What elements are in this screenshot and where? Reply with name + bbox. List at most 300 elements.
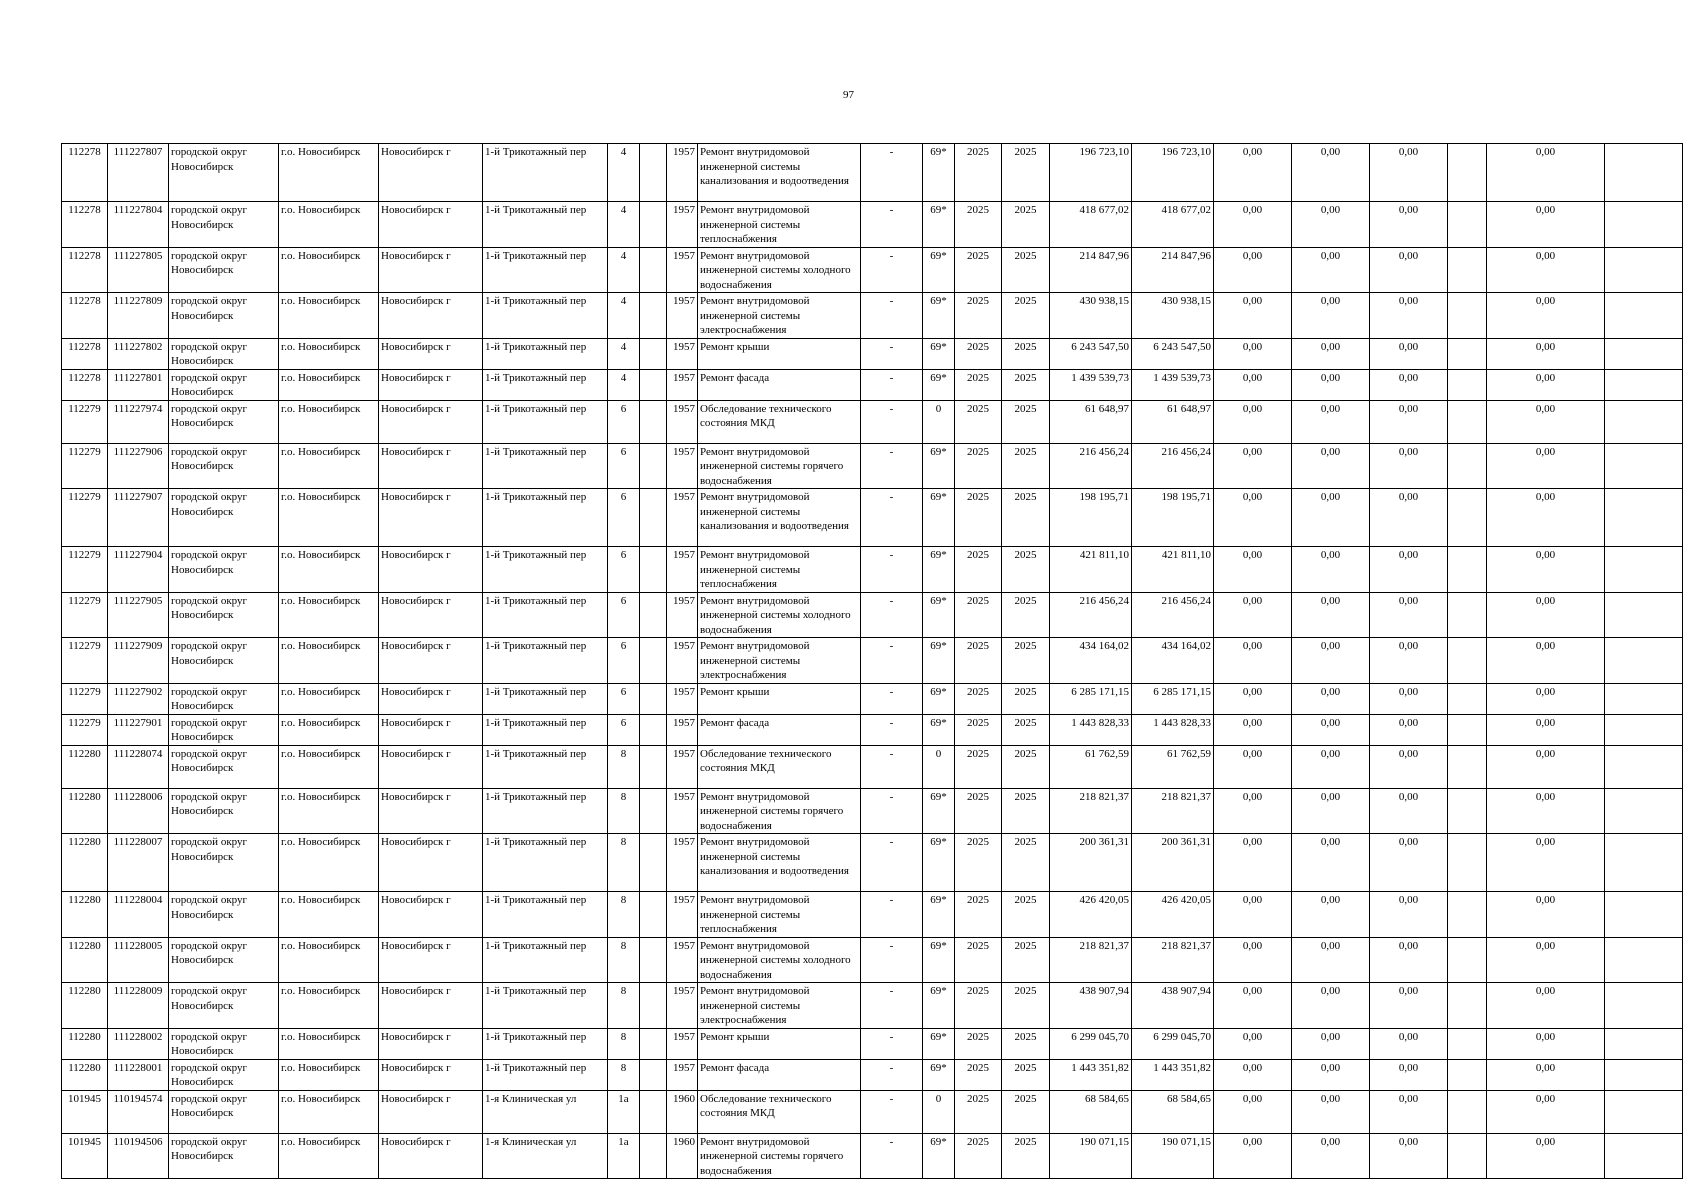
- cell-year: 1957: [667, 202, 698, 248]
- cell-cost-fund: 430 938,15: [1132, 293, 1214, 339]
- cell-street: 1-й Трикотажный пер: [483, 745, 608, 788]
- cell-number: 69*: [923, 834, 955, 892]
- cell-cost-fund: 6 299 045,70: [1132, 1028, 1214, 1059]
- cell-cost-total: 198 195,71: [1050, 489, 1132, 547]
- cell-cost-fund: 434 164,02: [1132, 638, 1214, 684]
- cell-note: [1605, 788, 1683, 834]
- cell-note: [1605, 369, 1683, 400]
- cell-city: Новосибирск г: [379, 1028, 483, 1059]
- cell-district: городской округ Новосибирск: [169, 247, 279, 293]
- cell-value-3: 0,00: [1370, 683, 1448, 714]
- cell-id: 112279: [62, 547, 108, 593]
- cell-cost-total: 216 456,24: [1050, 592, 1132, 638]
- cell-value-3: 0,00: [1370, 547, 1448, 593]
- cell-value-1: 0,00: [1214, 1059, 1292, 1090]
- cell-id: 112278: [62, 247, 108, 293]
- cell-dash: -: [861, 1090, 923, 1133]
- cell-value-1: 0,00: [1214, 745, 1292, 788]
- cell-value-3: 0,00: [1370, 937, 1448, 983]
- cell-year-start: 2025: [955, 834, 1002, 892]
- cell-year: 1957: [667, 369, 698, 400]
- cell-extra: [640, 638, 667, 684]
- cell-value-5: 0,00: [1487, 638, 1605, 684]
- cell-street: 1-й Трикотажный пер: [483, 714, 608, 745]
- cell-id: 112278: [62, 338, 108, 369]
- cell-street: 1-й Трикотажный пер: [483, 338, 608, 369]
- cell-year-end: 2025: [1002, 1133, 1050, 1179]
- cell-district: городской округ Новосибирск: [169, 937, 279, 983]
- cell-value-4: [1448, 1090, 1487, 1133]
- cell-value-5: 0,00: [1487, 788, 1605, 834]
- table-row: [62, 592, 1683, 638]
- cell-value-5: 0,00: [1487, 202, 1605, 248]
- cell-district: городской округ Новосибирск: [169, 592, 279, 638]
- cell-value-1: 0,00: [1214, 369, 1292, 400]
- cell-street: 1-й Трикотажный пер: [483, 683, 608, 714]
- cell-house: 4: [608, 369, 640, 400]
- cell-settlement: г.о. Новосибирск: [279, 443, 379, 489]
- cell-house: 8: [608, 1059, 640, 1090]
- cell-city: Новосибирск г: [379, 144, 483, 202]
- cell-value-5: 0,00: [1487, 144, 1605, 202]
- cell-house: 6: [608, 714, 640, 745]
- table-row: [62, 1133, 1683, 1179]
- cell-year-start: 2025: [955, 293, 1002, 339]
- cell-extra: [640, 745, 667, 788]
- cell-city: Новосибирск г: [379, 443, 483, 489]
- cell-district: городской округ Новосибирск: [169, 1133, 279, 1179]
- cell-value-5: 0,00: [1487, 937, 1605, 983]
- cell-city: Новосибирск г: [379, 638, 483, 684]
- cell-value-2: 0,00: [1292, 1028, 1370, 1059]
- table-row: [62, 683, 1683, 714]
- cell-house: 8: [608, 983, 640, 1029]
- cell-value-4: [1448, 202, 1487, 248]
- cell-work-type: Ремонт внутридомовой инженерной системы теплоснабжения: [698, 202, 861, 248]
- cell-number: 69*: [923, 983, 955, 1029]
- cell-year: 1957: [667, 834, 698, 892]
- cell-value-2: 0,00: [1292, 369, 1370, 400]
- cell-year-start: 2025: [955, 202, 1002, 248]
- cell-district: городской округ Новосибирск: [169, 714, 279, 745]
- cell-value-1: 0,00: [1214, 443, 1292, 489]
- cell-note: [1605, 1090, 1683, 1133]
- cell-year: 1960: [667, 1133, 698, 1179]
- cell-settlement: г.о. Новосибирск: [279, 400, 379, 443]
- cell-value-3: 0,00: [1370, 1059, 1448, 1090]
- table-body: [62, 144, 1683, 1179]
- cell-year-start: 2025: [955, 714, 1002, 745]
- cell-year-end: 2025: [1002, 983, 1050, 1029]
- cell-year-end: 2025: [1002, 745, 1050, 788]
- cell-value-5: 0,00: [1487, 1090, 1605, 1133]
- cell-year: 1957: [667, 1028, 698, 1059]
- table-row: [62, 247, 1683, 293]
- cell-street: 1-й Трикотажный пер: [483, 788, 608, 834]
- cell-street: 1-й Трикотажный пер: [483, 202, 608, 248]
- cell-city: Новосибирск г: [379, 547, 483, 593]
- cell-value-2: 0,00: [1292, 247, 1370, 293]
- cell-street: 1-й Трикотажный пер: [483, 892, 608, 938]
- cell-district: городской округ Новосибирск: [169, 983, 279, 1029]
- cell-extra: [640, 1059, 667, 1090]
- cell-cost-fund: 214 847,96: [1132, 247, 1214, 293]
- cell-code: 111228004: [108, 892, 169, 938]
- cell-value-3: 0,00: [1370, 983, 1448, 1029]
- cell-year-start: 2025: [955, 489, 1002, 547]
- cell-district: городской округ Новосибирск: [169, 293, 279, 339]
- cell-number: 69*: [923, 1059, 955, 1090]
- cell-settlement: г.о. Новосибирск: [279, 144, 379, 202]
- table-row: [62, 714, 1683, 745]
- cell-value-2: 0,00: [1292, 144, 1370, 202]
- cell-value-3: 0,00: [1370, 745, 1448, 788]
- cell-value-3: 0,00: [1370, 788, 1448, 834]
- cell-extra: [640, 1028, 667, 1059]
- cell-settlement: г.о. Новосибирск: [279, 892, 379, 938]
- table-row: [62, 369, 1683, 400]
- cell-street: 1-й Трикотажный пер: [483, 834, 608, 892]
- cell-value-2: 0,00: [1292, 745, 1370, 788]
- cell-id: 112280: [62, 788, 108, 834]
- cell-settlement: г.о. Новосибирск: [279, 338, 379, 369]
- cell-dash: -: [861, 892, 923, 938]
- cell-house: 6: [608, 443, 640, 489]
- cell-code: 111227906: [108, 443, 169, 489]
- cell-value-3: 0,00: [1370, 144, 1448, 202]
- cell-year-start: 2025: [955, 443, 1002, 489]
- cell-value-2: 0,00: [1292, 592, 1370, 638]
- cell-id: 101945: [62, 1133, 108, 1179]
- cell-code: 111228006: [108, 788, 169, 834]
- cell-number: 69*: [923, 1028, 955, 1059]
- cell-cost-total: 61 762,59: [1050, 745, 1132, 788]
- cell-dash: -: [861, 592, 923, 638]
- cell-work-type: Ремонт внутридомовой инженерной системы теплоснабжения: [698, 547, 861, 593]
- table-row: [62, 638, 1683, 684]
- cell-note: [1605, 1133, 1683, 1179]
- cell-number: 69*: [923, 247, 955, 293]
- cell-id: 112279: [62, 714, 108, 745]
- cell-city: Новосибирск г: [379, 247, 483, 293]
- cell-value-4: [1448, 443, 1487, 489]
- cell-value-5: 0,00: [1487, 834, 1605, 892]
- cell-value-3: 0,00: [1370, 400, 1448, 443]
- cell-value-5: 0,00: [1487, 400, 1605, 443]
- cell-year: 1957: [667, 1059, 698, 1090]
- cell-dash: -: [861, 247, 923, 293]
- cell-value-4: [1448, 745, 1487, 788]
- cell-city: Новосибирск г: [379, 788, 483, 834]
- cell-value-1: 0,00: [1214, 983, 1292, 1029]
- cell-year: 1957: [667, 547, 698, 593]
- cell-cost-total: 196 723,10: [1050, 144, 1132, 202]
- cell-value-5: 0,00: [1487, 1028, 1605, 1059]
- cell-extra: [640, 400, 667, 443]
- cell-value-2: 0,00: [1292, 788, 1370, 834]
- cell-settlement: г.о. Новосибирск: [279, 1059, 379, 1090]
- cell-dash: -: [861, 400, 923, 443]
- cell-settlement: г.о. Новосибирск: [279, 1028, 379, 1059]
- capital-repair-table: [61, 143, 1683, 1179]
- cell-value-2: 0,00: [1292, 1133, 1370, 1179]
- cell-number: 0: [923, 400, 955, 443]
- cell-cost-total: 6 243 547,50: [1050, 338, 1132, 369]
- cell-work-type: Обследование технического состояния МКД: [698, 400, 861, 443]
- cell-value-3: 0,00: [1370, 638, 1448, 684]
- cell-year-end: 2025: [1002, 683, 1050, 714]
- cell-year: 1957: [667, 937, 698, 983]
- cell-value-4: [1448, 892, 1487, 938]
- cell-id: 112278: [62, 202, 108, 248]
- cell-city: Новосибирск г: [379, 400, 483, 443]
- cell-code: 111228002: [108, 1028, 169, 1059]
- cell-year-end: 2025: [1002, 338, 1050, 369]
- cell-cost-fund: 1 443 351,82: [1132, 1059, 1214, 1090]
- cell-year: 1957: [667, 247, 698, 293]
- cell-value-1: 0,00: [1214, 547, 1292, 593]
- cell-code: 111227974: [108, 400, 169, 443]
- cell-house: 4: [608, 247, 640, 293]
- cell-number: 69*: [923, 892, 955, 938]
- cell-settlement: г.о. Новосибирск: [279, 1090, 379, 1133]
- cell-extra: [640, 547, 667, 593]
- cell-dash: -: [861, 338, 923, 369]
- cell-value-2: 0,00: [1292, 892, 1370, 938]
- cell-id: 112280: [62, 892, 108, 938]
- cell-dash: -: [861, 443, 923, 489]
- cell-cost-total: 218 821,37: [1050, 937, 1132, 983]
- cell-city: Новосибирск г: [379, 1133, 483, 1179]
- cell-number: 69*: [923, 338, 955, 369]
- table-row: [62, 788, 1683, 834]
- cell-value-3: 0,00: [1370, 592, 1448, 638]
- cell-extra: [640, 892, 667, 938]
- cell-extra: [640, 338, 667, 369]
- cell-value-3: 0,00: [1370, 1133, 1448, 1179]
- table-row: [62, 834, 1683, 892]
- cell-value-4: [1448, 1133, 1487, 1179]
- cell-code: 111227809: [108, 293, 169, 339]
- cell-cost-total: 434 164,02: [1050, 638, 1132, 684]
- cell-district: городской округ Новосибирск: [169, 369, 279, 400]
- cell-id: 112279: [62, 400, 108, 443]
- cell-settlement: г.о. Новосибирск: [279, 937, 379, 983]
- cell-value-1: 0,00: [1214, 592, 1292, 638]
- cell-number: 69*: [923, 638, 955, 684]
- cell-cost-total: 190 071,15: [1050, 1133, 1132, 1179]
- cell-extra: [640, 788, 667, 834]
- cell-settlement: г.о. Новосибирск: [279, 489, 379, 547]
- cell-number: 69*: [923, 1133, 955, 1179]
- cell-number: 69*: [923, 714, 955, 745]
- cell-code: 111227802: [108, 338, 169, 369]
- cell-district: городской округ Новосибирск: [169, 892, 279, 938]
- cell-house: 6: [608, 400, 640, 443]
- cell-cost-total: 1 439 539,73: [1050, 369, 1132, 400]
- cell-value-4: [1448, 714, 1487, 745]
- cell-work-type: Ремонт внутридомовой инженерной системы холодного водоснабжения: [698, 592, 861, 638]
- cell-value-2: 0,00: [1292, 1059, 1370, 1090]
- cell-work-type: Ремонт внутридомовой инженерной системы горячего водоснабжения: [698, 788, 861, 834]
- cell-cost-total: 6 299 045,70: [1050, 1028, 1132, 1059]
- cell-extra: [640, 714, 667, 745]
- cell-settlement: г.о. Новосибирск: [279, 834, 379, 892]
- cell-house: 1а: [608, 1090, 640, 1133]
- cell-year-end: 2025: [1002, 293, 1050, 339]
- cell-cost-total: 216 456,24: [1050, 443, 1132, 489]
- cell-year: 1957: [667, 745, 698, 788]
- cell-number: 69*: [923, 144, 955, 202]
- cell-cost-fund: 426 420,05: [1132, 892, 1214, 938]
- cell-cost-total: 418 677,02: [1050, 202, 1132, 248]
- cell-extra: [640, 144, 667, 202]
- cell-year-end: 2025: [1002, 489, 1050, 547]
- cell-settlement: г.о. Новосибирск: [279, 983, 379, 1029]
- cell-street: 1-я Клиническая ул: [483, 1133, 608, 1179]
- cell-value-4: [1448, 683, 1487, 714]
- cell-value-1: 0,00: [1214, 247, 1292, 293]
- cell-note: [1605, 400, 1683, 443]
- cell-cost-total: 61 648,97: [1050, 400, 1132, 443]
- cell-value-5: 0,00: [1487, 338, 1605, 369]
- cell-district: городской округ Новосибирск: [169, 745, 279, 788]
- cell-value-5: 0,00: [1487, 714, 1605, 745]
- cell-value-1: 0,00: [1214, 1133, 1292, 1179]
- cell-cost-fund: 421 811,10: [1132, 547, 1214, 593]
- cell-value-1: 0,00: [1214, 714, 1292, 745]
- cell-work-type: Ремонт крыши: [698, 338, 861, 369]
- cell-year: 1957: [667, 443, 698, 489]
- cell-value-5: 0,00: [1487, 592, 1605, 638]
- cell-value-2: 0,00: [1292, 202, 1370, 248]
- cell-year-end: 2025: [1002, 202, 1050, 248]
- cell-settlement: г.о. Новосибирск: [279, 202, 379, 248]
- cell-cost-total: 438 907,94: [1050, 983, 1132, 1029]
- cell-value-2: 0,00: [1292, 683, 1370, 714]
- table-row: [62, 1028, 1683, 1059]
- cell-value-2: 0,00: [1292, 983, 1370, 1029]
- cell-year-end: 2025: [1002, 547, 1050, 593]
- cell-value-3: 0,00: [1370, 489, 1448, 547]
- cell-note: [1605, 202, 1683, 248]
- cell-house: 8: [608, 892, 640, 938]
- cell-street: 1-й Трикотажный пер: [483, 489, 608, 547]
- cell-value-3: 0,00: [1370, 714, 1448, 745]
- cell-house: 6: [608, 547, 640, 593]
- cell-id: 112280: [62, 1028, 108, 1059]
- cell-year: 1957: [667, 592, 698, 638]
- cell-work-type: Ремонт фасада: [698, 1059, 861, 1090]
- cell-street: 1-й Трикотажный пер: [483, 293, 608, 339]
- cell-number: 69*: [923, 443, 955, 489]
- cell-street: 1-й Трикотажный пер: [483, 547, 608, 593]
- cell-value-5: 0,00: [1487, 489, 1605, 547]
- cell-extra: [640, 369, 667, 400]
- cell-note: [1605, 338, 1683, 369]
- cell-year-start: 2025: [955, 892, 1002, 938]
- cell-house: 4: [608, 338, 640, 369]
- cell-id: 112279: [62, 443, 108, 489]
- cell-work-type: Ремонт внутридомовой инженерной системы горячего водоснабжения: [698, 1133, 861, 1179]
- cell-value-2: 0,00: [1292, 293, 1370, 339]
- cell-street: 1-й Трикотажный пер: [483, 400, 608, 443]
- cell-code: 111227904: [108, 547, 169, 593]
- cell-district: городской округ Новосибирск: [169, 638, 279, 684]
- table-row: [62, 745, 1683, 788]
- cell-value-5: 0,00: [1487, 683, 1605, 714]
- cell-year-end: 2025: [1002, 592, 1050, 638]
- cell-city: Новосибирск г: [379, 592, 483, 638]
- cell-cost-fund: 6 285 171,15: [1132, 683, 1214, 714]
- cell-settlement: г.о. Новосибирск: [279, 745, 379, 788]
- cell-note: [1605, 144, 1683, 202]
- cell-dash: -: [861, 369, 923, 400]
- cell-district: городской округ Новосибирск: [169, 547, 279, 593]
- cell-year-start: 2025: [955, 338, 1002, 369]
- table-row: [62, 293, 1683, 339]
- cell-cost-fund: 196 723,10: [1132, 144, 1214, 202]
- cell-city: Новосибирск г: [379, 202, 483, 248]
- cell-year: 1957: [667, 714, 698, 745]
- cell-value-4: [1448, 983, 1487, 1029]
- cell-number: 0: [923, 745, 955, 788]
- cell-value-3: 0,00: [1370, 892, 1448, 938]
- cell-number: 69*: [923, 592, 955, 638]
- cell-code: 111227902: [108, 683, 169, 714]
- cell-year-end: 2025: [1002, 247, 1050, 293]
- cell-work-type: Ремонт внутридомовой инженерной системы канализования и водоотведения: [698, 489, 861, 547]
- cell-cost-fund: 438 907,94: [1132, 983, 1214, 1029]
- cell-value-1: 0,00: [1214, 400, 1292, 443]
- cell-value-4: [1448, 937, 1487, 983]
- table-row: [62, 547, 1683, 593]
- cell-cost-fund: 218 821,37: [1132, 788, 1214, 834]
- cell-value-1: 0,00: [1214, 144, 1292, 202]
- cell-street: 1-я Клиническая ул: [483, 1090, 608, 1133]
- cell-value-3: 0,00: [1370, 202, 1448, 248]
- cell-year: 1957: [667, 400, 698, 443]
- table-row: [62, 338, 1683, 369]
- cell-value-2: 0,00: [1292, 338, 1370, 369]
- table-row: [62, 400, 1683, 443]
- cell-year-start: 2025: [955, 638, 1002, 684]
- cell-dash: -: [861, 788, 923, 834]
- cell-value-1: 0,00: [1214, 892, 1292, 938]
- cell-house: 6: [608, 683, 640, 714]
- cell-id: 112279: [62, 683, 108, 714]
- cell-code: 111227901: [108, 714, 169, 745]
- cell-value-4: [1448, 592, 1487, 638]
- cell-settlement: г.о. Новосибирск: [279, 592, 379, 638]
- cell-year-start: 2025: [955, 745, 1002, 788]
- table-row: [62, 489, 1683, 547]
- table-row: [62, 202, 1683, 248]
- cell-code: 111227909: [108, 638, 169, 684]
- cell-cost-fund: 216 456,24: [1132, 443, 1214, 489]
- cell-value-4: [1448, 144, 1487, 202]
- cell-city: Новосибирск г: [379, 1059, 483, 1090]
- cell-district: городской округ Новосибирск: [169, 788, 279, 834]
- cell-value-4: [1448, 638, 1487, 684]
- cell-house: 1а: [608, 1133, 640, 1179]
- cell-house: 8: [608, 788, 640, 834]
- cell-work-type: Обследование технического состояния МКД: [698, 1090, 861, 1133]
- cell-number: 69*: [923, 683, 955, 714]
- cell-year-start: 2025: [955, 937, 1002, 983]
- cell-dash: -: [861, 1059, 923, 1090]
- cell-year-start: 2025: [955, 547, 1002, 593]
